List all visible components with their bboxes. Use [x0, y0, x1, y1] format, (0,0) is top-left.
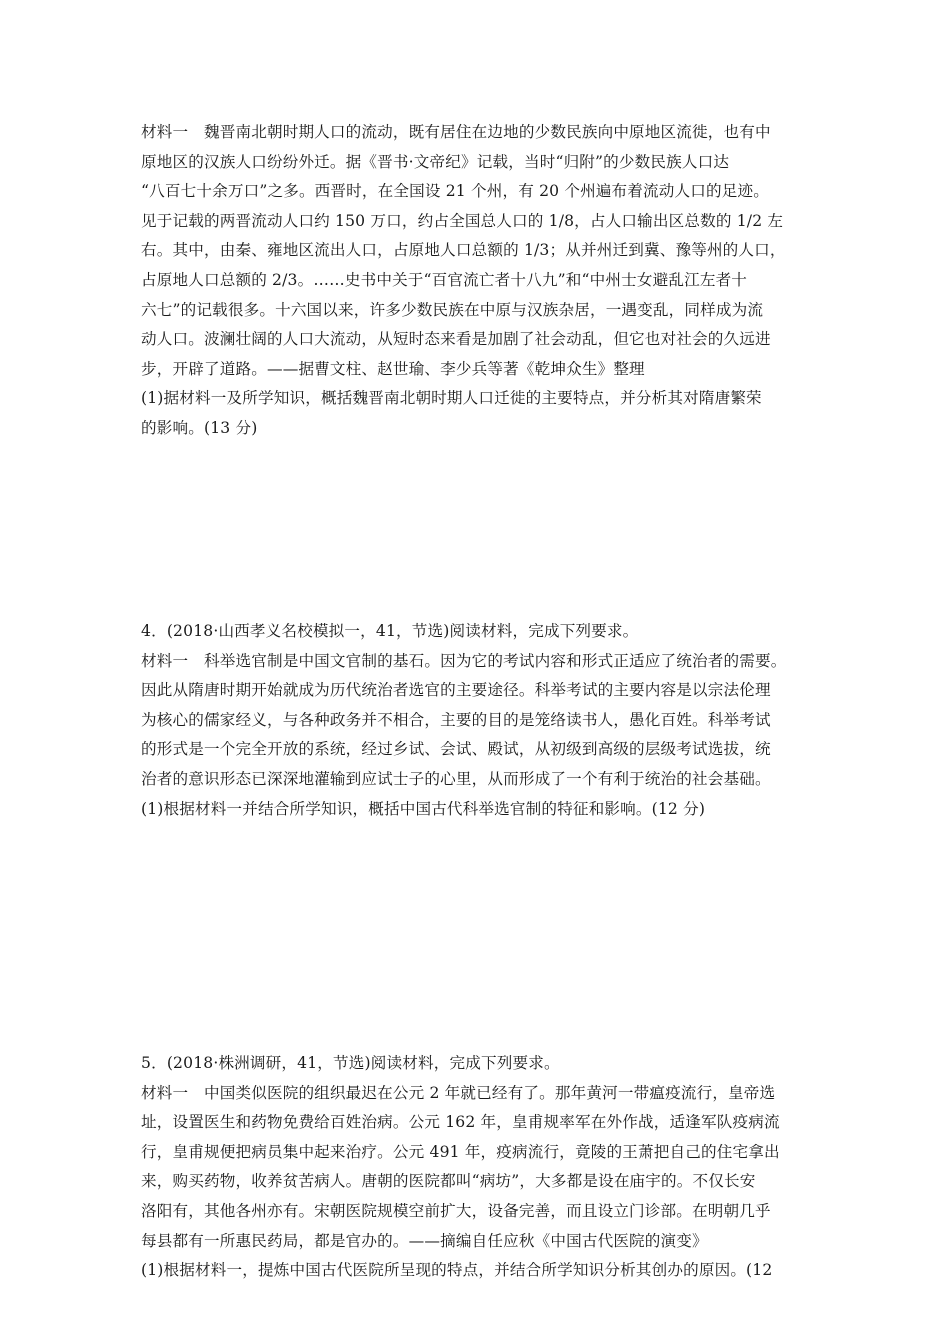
text-line: 每县都有一所惠民药局，都是官办的。——摘编自任应秋《中国古代医院的演变》 [141, 1231, 708, 1250]
text-line: 步，开辟了道路。——据曹文柱、赵世瑜、李少兵等著《乾坤众生》整理 [141, 359, 645, 378]
text-line: 来，购买药物，收养贫苦病人。唐朝的医院都叫“病坊”，大多都是设在庙宇的。不仅长安 [141, 1172, 756, 1191]
question-5-block [141, 1049, 821, 1286]
text-line: 六七”的记载很多。十六国以来，许多少数民族在中原与汉族杂居，一遇变乱，同样成为流 [141, 300, 764, 319]
text-line: 因此从隋唐时期开始就成为历代统治者选官的主要途径。科举考试的主要内容是以宗法伦理 [141, 681, 771, 700]
text-line: 占原地人口总额的 2/3。……史书中关于“百官流亡者十八九”和“中州士女避乱江左者十 [141, 270, 748, 289]
text-line: 原地区的汉族人口纷纷外迁。据《晋书·文帝纪》记载，当时“归附”的少数民族人口达 [141, 152, 730, 171]
text-line: 材料一 中国类似医院的组织最迟在公元 2 年就已经有了。那年黄河一带瘟疫流行，皇帝选 [141, 1083, 776, 1102]
question-prompt-line: (1)据材料一及所学知识，概括魏晋南北朝时期人口迁徙的主要特点，并分析其对隋唐繁荣 [141, 389, 762, 408]
text-line: 行，皇甫规便把病员集中起来治疗。公元 491 年，疫病流行，竟陵的王萧把自己的住宅拿出 [141, 1142, 780, 1161]
text-line: 的形式是一个完全开放的系统，经过乡试、会试、殿试，从初级到高级的层级考试选拔，统 [141, 740, 771, 759]
question-prompt-line: (1)根据材料一，提炼中国古代医院所呈现的特点，并结合所学知识分析其创办的原因。(12 [141, 1261, 773, 1280]
text-line: “八百七十余万口”之多。西晋时，在全国设 21 个州，有 20 个州遍布着流动人口的足迹。 [141, 182, 769, 201]
question-3-material-block [141, 118, 821, 444]
text-line: 右。其中，由秦、雍地区流出人口，占原地人口总额的 1/3；从并州迁到冀、豫等州的人口， [141, 241, 786, 260]
question-4-block [141, 617, 821, 824]
question-prompt-line: (1)根据材料一并结合所学知识，概括中国古代科举选官制的特征和影响。(12 分) [141, 799, 706, 818]
text-line: 材料一 科举选官制是中国文官制的基石。因为它的考试内容和形式正适应了统治者的需要。 [141, 651, 787, 670]
text-line: 治者的意识形态已深深地灌输到应试士子的心里，从而形成了一个有利于统治的社会基础。 [141, 769, 771, 788]
text-line: 址，设置医生和药物免费给百姓治病。公元 162 年，皇甫规率军在外作战，适逢军队疫病流 [141, 1113, 780, 1132]
text-line: 动人口。波澜壮阔的人口大流动，从短时态来看是加剧了社会动乱，但它也对社会的久远进 [141, 330, 771, 349]
question-heading: 4．(2018·山西孝义名校模拟一，41，节选)阅读材料，完成下列要求。 [141, 622, 639, 640]
text-line: 为核心的儒家经义，与各种政务并不相合，主要的目的是笼络读书人，愚化百姓。科举考试 [141, 710, 771, 729]
question-heading: 5．(2018·株洲调研，41，节选)阅读材料，完成下列要求。 [141, 1054, 560, 1072]
question-prompt-line: 的影响。(13 分) [141, 418, 258, 437]
text-line: 见于记载的两晋流动人口约 150 万口，约占全国总人口的 1/8，占人口输出区总数的 1/2 左 [141, 211, 784, 230]
text-line: 材料一 魏晋南北朝时期人口的流动，既有居住在边地的少数民族向中原地区流徙，也有中 [141, 123, 771, 141]
text-line: 洛阳有，其他各州亦有。宋朝医院规模空前扩大，设备完善，而且设立门诊部。在明朝几乎 [141, 1201, 771, 1220]
